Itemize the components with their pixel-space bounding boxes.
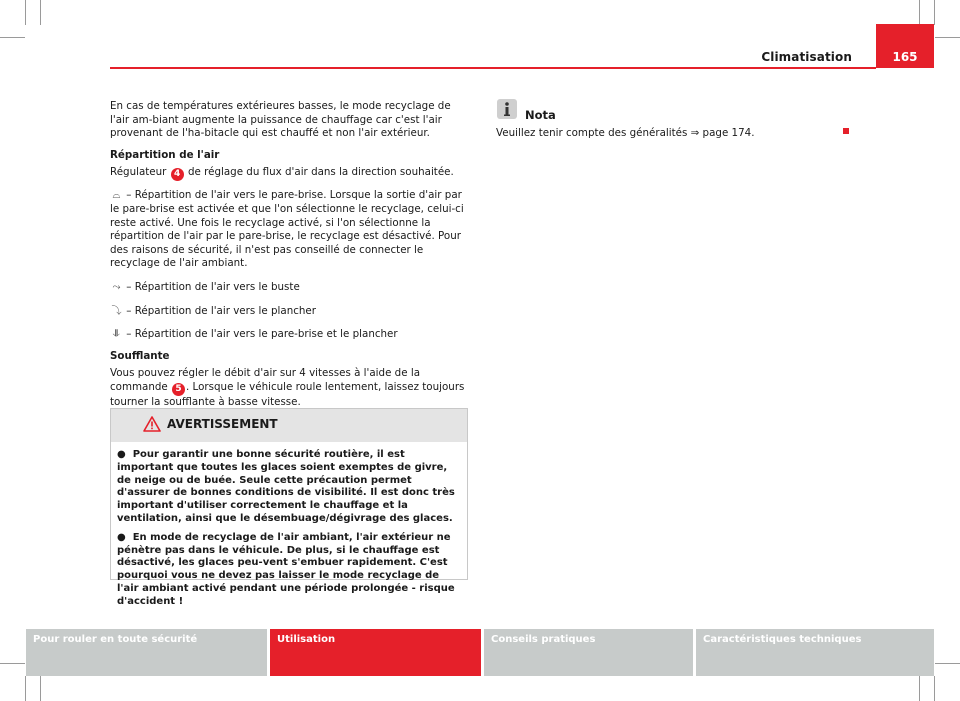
tab-usage[interactable]: Utilisation — [270, 629, 481, 676]
info-note-icon — [497, 99, 517, 119]
left-column — [110, 100, 466, 418]
regulator-suffix: de réglage du flux d'air dans la direction souhaitée. — [187, 166, 454, 179]
heading-air-distribution: Répartition de l'air — [110, 148, 220, 161]
floor-text: – Répartition de l'air vers le plancher — [126, 304, 316, 317]
windshield-paragraph — [110, 189, 466, 271]
warning-header — [111, 409, 467, 442]
windshield-icon: ⌓ — [112, 190, 121, 202]
warning-bullet-2-text: En mode de recyclage de l'air ambiant, l'air extérieur ne pénètre pas dans le véhicule. De plus, si le chauffage est désactivé, les glaces peu-vent s'embuer rapidement. C'est pourquoi vous ne devez pas laisser le mode recyclage de l'air ambiant activé pendant une période prolongée - risque d'accident ! — [117, 531, 455, 607]
crop-mark — [40, 676, 41, 701]
fan-prefix: Vous pouvez régler le débit d'air sur 4 vitesses à l'aide de la commande — [110, 367, 421, 393]
crop-mark — [0, 663, 25, 664]
warning-body — [111, 442, 467, 609]
fan-paragraph — [110, 367, 466, 409]
footer-tabs — [26, 629, 934, 676]
callout-number-5: 5 — [172, 383, 185, 396]
warning-title: AVERTISSEMENT — [167, 417, 278, 431]
page-number-tab — [876, 24, 934, 68]
warning-bullet-1-text: Pour garantir une bonne sécurité routière, il est important que toutes les glaces soient exemptes de givre, de neige ou de buée. Seule cette précaution permet d'assurer de bonnes conditions de visibilité. Il est donc très important d'utiliser correctement le chauffage et la ventilation, ainsi que le désembuage/dégivrage des glaces. — [117, 449, 455, 524]
crop-mark — [25, 0, 26, 25]
page-number: 165 — [892, 50, 918, 64]
heading-fan: Soufflante — [110, 349, 170, 362]
warning-bullet — [117, 532, 461, 609]
floor-airflow-icon: ⤵ — [111, 305, 122, 317]
windshield-text: – Répartition de l'air vers le pare-brise. Lorsque la sortie d'air par le pare-brise est activée et que l'on sélectionne le recyclage, celui-ci reste activé. Une fois le recyclage activé, si l'on sélectionne la répartition de l'air par le pare-brise, le recyclage est désactivé. Pour des raisons de sécurité, il n'est pas conseillé de connecter le recyclage de l'air ambiant. — [110, 189, 464, 270]
windshield-floor-icon: ⥥ — [112, 329, 121, 341]
crop-mark — [935, 37, 960, 38]
note-title: Nota — [525, 108, 556, 122]
note-text: Veuillez tenir compte des généralités ⇒ page 174. — [496, 127, 755, 139]
crop-mark — [934, 0, 935, 25]
warning-box — [110, 408, 468, 607]
crop-mark — [25, 676, 26, 701]
crop-mark — [935, 663, 960, 664]
callout-number-4: 4 — [171, 168, 184, 181]
bust-airflow-icon: ⤳ — [112, 281, 121, 293]
bullet-dot-icon: ● — [117, 449, 133, 460]
windshield-floor-text: – Répartition de l'air vers le pare-brise et le plancher — [126, 328, 398, 341]
intro-paragraph: En cas de températures extérieures basses, le mode recyclage de l'air am-biant augmente la puissance de chauffage car c'est l'air provenant de l'ha-bitacle qui est chauffé et non l'air extérieur. — [110, 100, 451, 140]
tab-safety[interactable]: Pour rouler en toute sécurité — [26, 629, 267, 676]
warning-bullet — [117, 449, 461, 526]
crop-mark — [0, 37, 25, 38]
fan-suffix: . Lorsque le véhicule roule lentement, laissez toujours tourner la soufflante à basse vitesse. — [110, 380, 465, 408]
section-end-marker — [843, 128, 849, 134]
tab-technical-specs[interactable]: Caractéristiques techniques — [696, 629, 934, 676]
crop-mark — [934, 676, 935, 701]
regulator-paragraph — [110, 166, 466, 181]
crop-mark — [40, 0, 41, 25]
crop-mark — [919, 676, 920, 701]
bullet-dot-icon: ● — [117, 531, 133, 543]
floor-paragraph — [110, 305, 466, 319]
tab-practical-tips[interactable]: Conseils pratiques — [484, 629, 693, 676]
crop-mark — [919, 0, 920, 25]
warning-triangle-icon — [143, 416, 161, 432]
section-title: Climatisation — [761, 50, 852, 64]
windshield-floor-paragraph — [110, 328, 466, 342]
header-rule — [110, 67, 876, 69]
bust-text: – Répartition de l'air vers le buste — [126, 280, 300, 293]
bust-paragraph — [110, 281, 466, 295]
regulator-prefix: Régulateur — [110, 166, 167, 179]
